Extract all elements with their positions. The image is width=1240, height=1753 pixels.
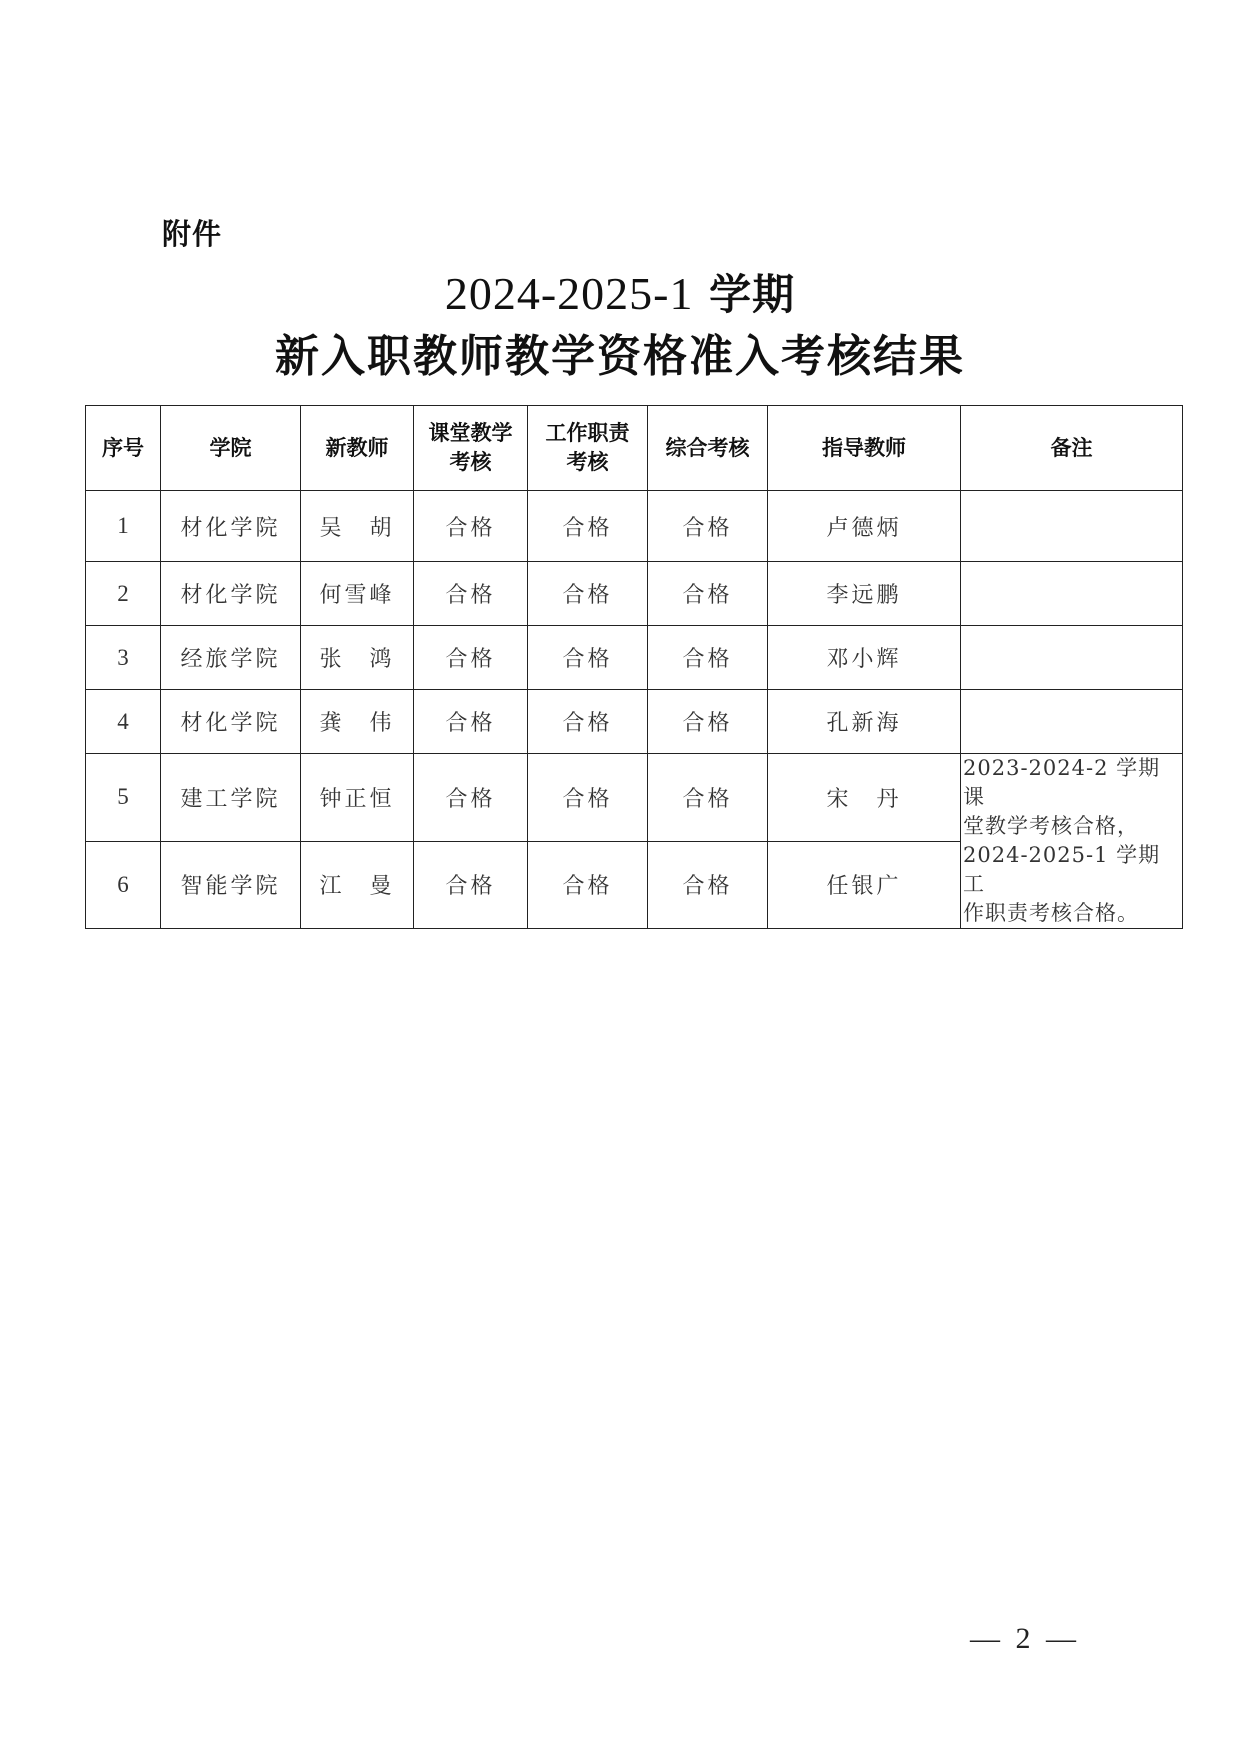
cell-seq: 6: [86, 841, 161, 929]
cell-duty: 合格: [528, 754, 648, 842]
cell-seq: 4: [86, 690, 161, 754]
note-line: 作职责考核合格。: [963, 901, 1139, 925]
cell-overall: 合格: [648, 562, 768, 626]
cell-mentor: 李远鹏: [768, 562, 961, 626]
cell-classroom: 合格: [414, 562, 528, 626]
attachment-label: 附件: [162, 217, 223, 251]
cell-college: 材化学院: [161, 562, 301, 626]
cell-mentor: 卢德炳: [768, 491, 961, 562]
cell-mentor: 宋 丹: [768, 754, 961, 842]
table-row: [86, 754, 1183, 842]
cell-college: 材化学院: [161, 690, 301, 754]
cell-college: 材化学院: [161, 491, 301, 562]
cell-mentor: 孔新海: [768, 690, 961, 754]
header-overall: 综合考核: [648, 406, 768, 491]
cell-note-merged: [961, 754, 1183, 929]
header-mentor: 指导教师: [768, 406, 961, 491]
cell-overall: 合格: [648, 626, 768, 690]
page-number: — 2 —: [970, 1622, 1080, 1655]
cell-note: [961, 690, 1183, 754]
title-term-number: 2024-2025-1: [444, 268, 694, 319]
results-table: [85, 405, 1183, 929]
cell-overall: 合格: [648, 491, 768, 562]
header-classroom: [414, 406, 528, 491]
cell-duty: 合格: [528, 690, 648, 754]
cell-college: 建工学院: [161, 754, 301, 842]
document-title-line1: [0, 262, 1240, 322]
table-row: [86, 491, 1183, 562]
cell-mentor: 邓小辉: [768, 626, 961, 690]
cell-duty: 合格: [528, 491, 648, 562]
cell-teacher: 吴 胡: [301, 491, 414, 562]
cell-teacher: 张 鸿: [301, 626, 414, 690]
cell-duty: 合格: [528, 562, 648, 626]
cell-overall: 合格: [648, 754, 768, 842]
cell-teacher: 何雪峰: [301, 562, 414, 626]
cell-teacher: 江 曼: [301, 841, 414, 929]
cell-seq: 5: [86, 754, 161, 842]
table-row: [86, 690, 1183, 754]
cell-college: 经旅学院: [161, 626, 301, 690]
cell-note: [961, 626, 1183, 690]
cell-classroom: 合格: [414, 841, 528, 929]
cell-teacher: 龚 伟: [301, 690, 414, 754]
cell-overall: 合格: [648, 690, 768, 754]
cell-duty: 合格: [528, 626, 648, 690]
cell-seq: 3: [86, 626, 161, 690]
table-row: [86, 562, 1183, 626]
header-duty: [528, 406, 648, 491]
cell-mentor: 任银广: [768, 841, 961, 929]
cell-seq: 1: [86, 491, 161, 562]
header-classroom-line1: 课堂教学: [428, 421, 513, 445]
note-line: 堂教学考核合格，: [963, 814, 1139, 838]
header-teacher: 新教师: [301, 406, 414, 491]
cell-duty: 合格: [528, 841, 648, 929]
header-seq: 序号: [86, 406, 161, 491]
document-title-line2: 新入职教师教学资格准入考核结果: [275, 331, 965, 382]
header-college: 学院: [161, 406, 301, 491]
cell-note: [961, 562, 1183, 626]
header-note: 备注: [961, 406, 1183, 491]
note-line: 2024-2025-1 学期工: [963, 843, 1161, 896]
title-term-text: 学期: [709, 270, 796, 319]
table-row: [86, 626, 1183, 690]
cell-classroom: 合格: [414, 690, 528, 754]
cell-overall: 合格: [648, 841, 768, 929]
cell-teacher: 钟正恒: [301, 754, 414, 842]
cell-classroom: 合格: [414, 626, 528, 690]
table-header-row: [86, 406, 1183, 491]
note-line: 2023-2024-2 学期课: [963, 756, 1161, 809]
header-duty-line2: 考核: [566, 450, 609, 474]
cell-classroom: 合格: [414, 754, 528, 842]
cell-seq: 2: [86, 562, 161, 626]
cell-college: 智能学院: [161, 841, 301, 929]
header-duty-line1: 工作职责: [545, 421, 630, 445]
header-classroom-line2: 考核: [449, 450, 492, 474]
cell-note: [961, 491, 1183, 562]
cell-classroom: 合格: [414, 491, 528, 562]
